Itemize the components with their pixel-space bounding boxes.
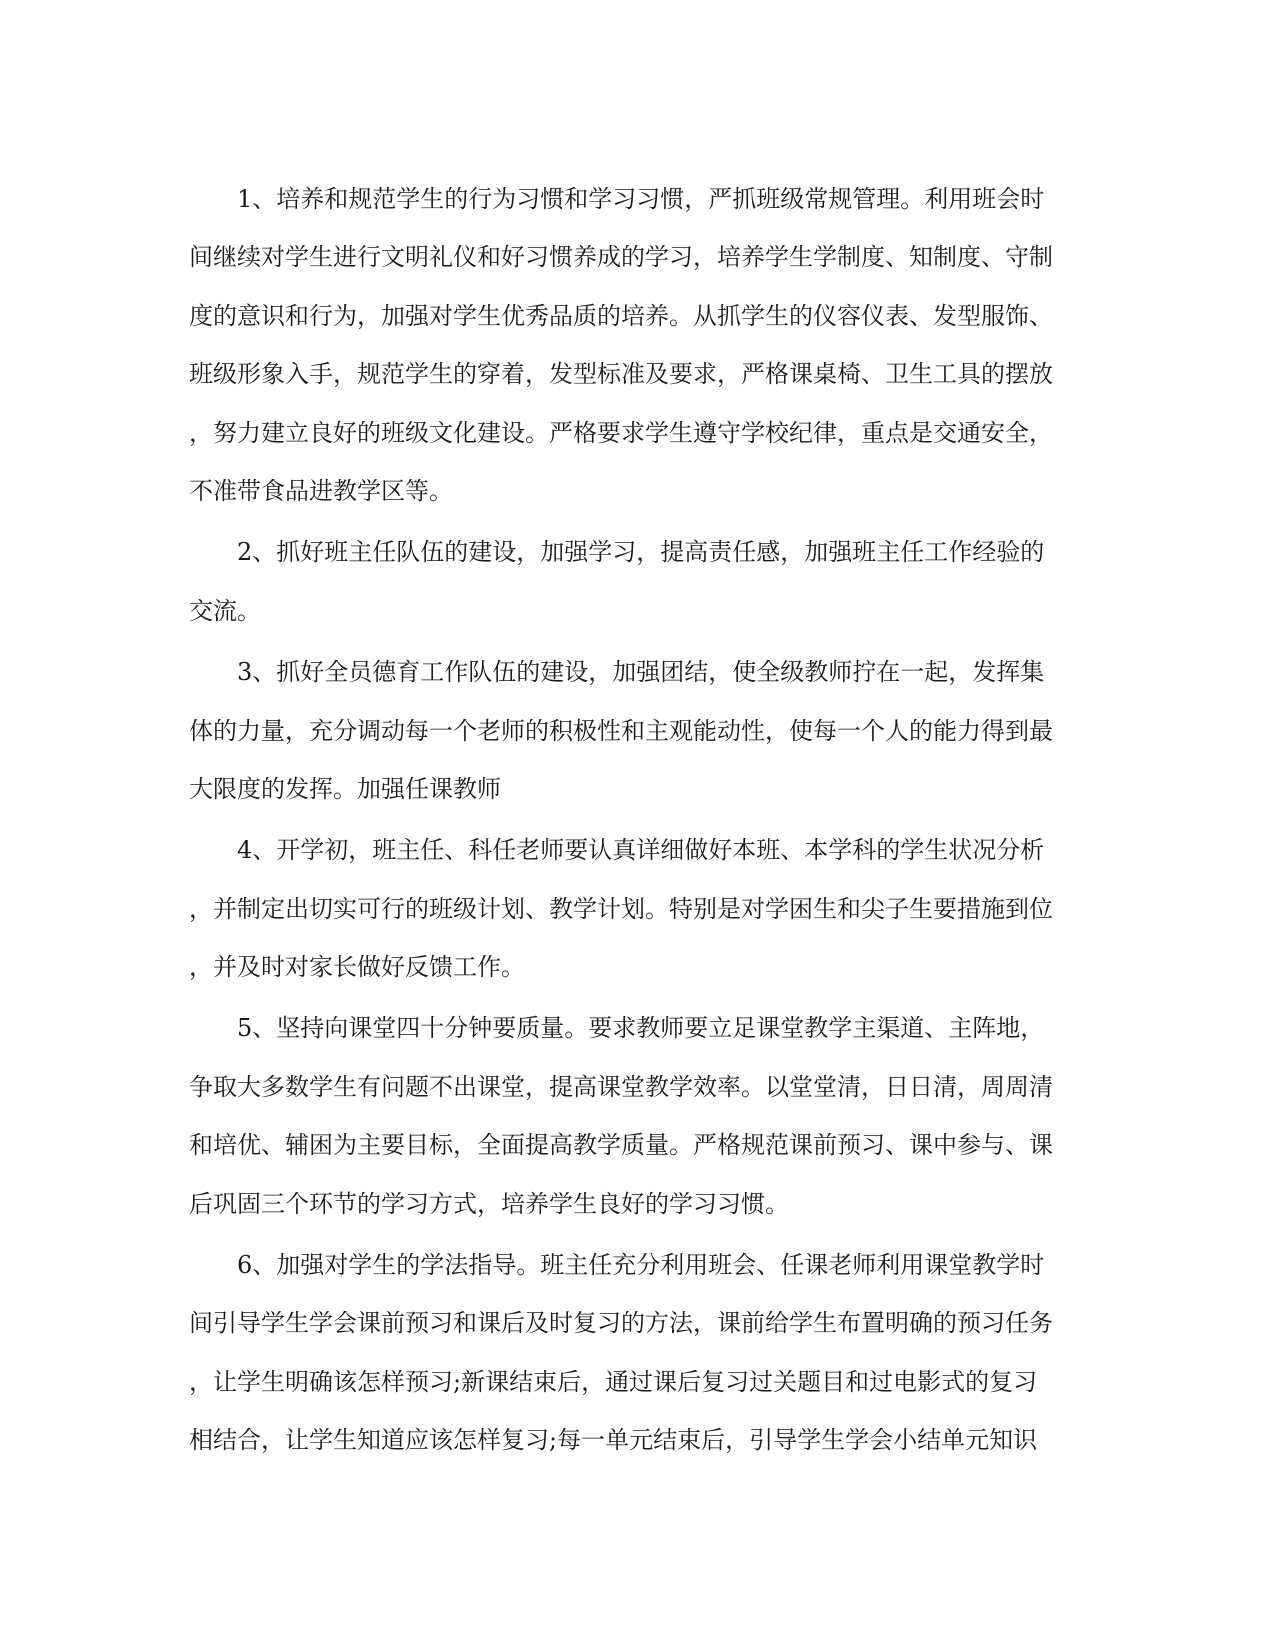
text-line: ，努力建立良好的班级文化建设。严格要求学生遵守学校纪律，重点是交通安全， [189,418,1053,447]
text-line: 1、培养和规范学生的行为习惯和学习习惯，严抓班级常规管理。利用班会时 [237,185,1045,213]
paragraph-4 [189,821,1087,996]
text-line: ，并制定出切实可行的班级计划、教学计划。特别是对学困生和尖子生要措施到位 [189,894,1053,923]
text-line: 和培优、辅困为主要目标，全面提高教学质量。严格规范课前预习、课中参与、课 [189,1131,1053,1160]
document-body [189,170,1087,1473]
text-line: 6、加强对学生的学法指导。班主任充分利用班会、任课老师利用课堂教学时 [237,1251,1045,1280]
paragraph-2 [189,523,1087,640]
text-line: 5、坚持向课堂四十分钟要质量。要求教师要立足课堂教学主渠道、主阵地， [237,1014,1045,1043]
paragraph-6 [189,1236,1087,1470]
text-line: 间引导学生学会课前预习和课后及时复习的方法，课前给学生布置明确的预习任务 [189,1309,1053,1338]
text-line: 不准带食品进教学区等。 [189,476,453,505]
text-line: 4、开学初，班主任、科任老师要认真详细做好本班、本学科的学生状况分析 [237,836,1045,865]
text-line: 交流。 [189,596,261,625]
text-line: 3、抓好全员德育工作队伍的建设，加强团结，使全级教师拧在一起，发挥集 [237,658,1045,687]
text-line: 相结合，让学生知道应该怎样复习;每一单元结束后，引导学生学会小结单元知识 [189,1426,1038,1455]
text-line: ，并及时对家长做好反馈工作。 [189,953,525,982]
text-line: 度的意识和行为，加强对学生优秀品质的培养。从抓学生的仪容仪表、发型服饰、 [189,301,1053,330]
text-line: 争取大多数学生有问题不出课堂，提高课堂教学效率。以堂堂清，日日清，周周清 [189,1072,1053,1101]
text-line: 体的力量，充分调动每一个老师的积极性和主观能动性，使每一个人的能力得到最 [189,716,1053,745]
paragraph-5 [189,999,1087,1233]
paragraph-1 [189,170,1087,520]
paragraph-3 [189,643,1087,818]
text-line: 大限度的发挥。加强任课教师 [189,774,501,803]
text-line: ，让学生明确该怎样预习;新课结束后，通过课后复习过关题目和过电影式的复习 [189,1367,1038,1396]
text-line: 班级形象入手，规范学生的穿着，发型标准及要求，严格课桌椅、卫生工具的摆放 [189,360,1053,389]
text-line: 2、抓好班主任队伍的建设，加强学习，提高责任感，加强班主任工作经验的 [237,538,1045,567]
text-line: 间继续对学生进行文明礼仪和好习惯养成的学习，培养学生学制度、知制度、守制 [189,243,1053,272]
text-line: 后巩固三个环节的学习方式，培养学生良好的学习习惯。 [189,1189,789,1218]
